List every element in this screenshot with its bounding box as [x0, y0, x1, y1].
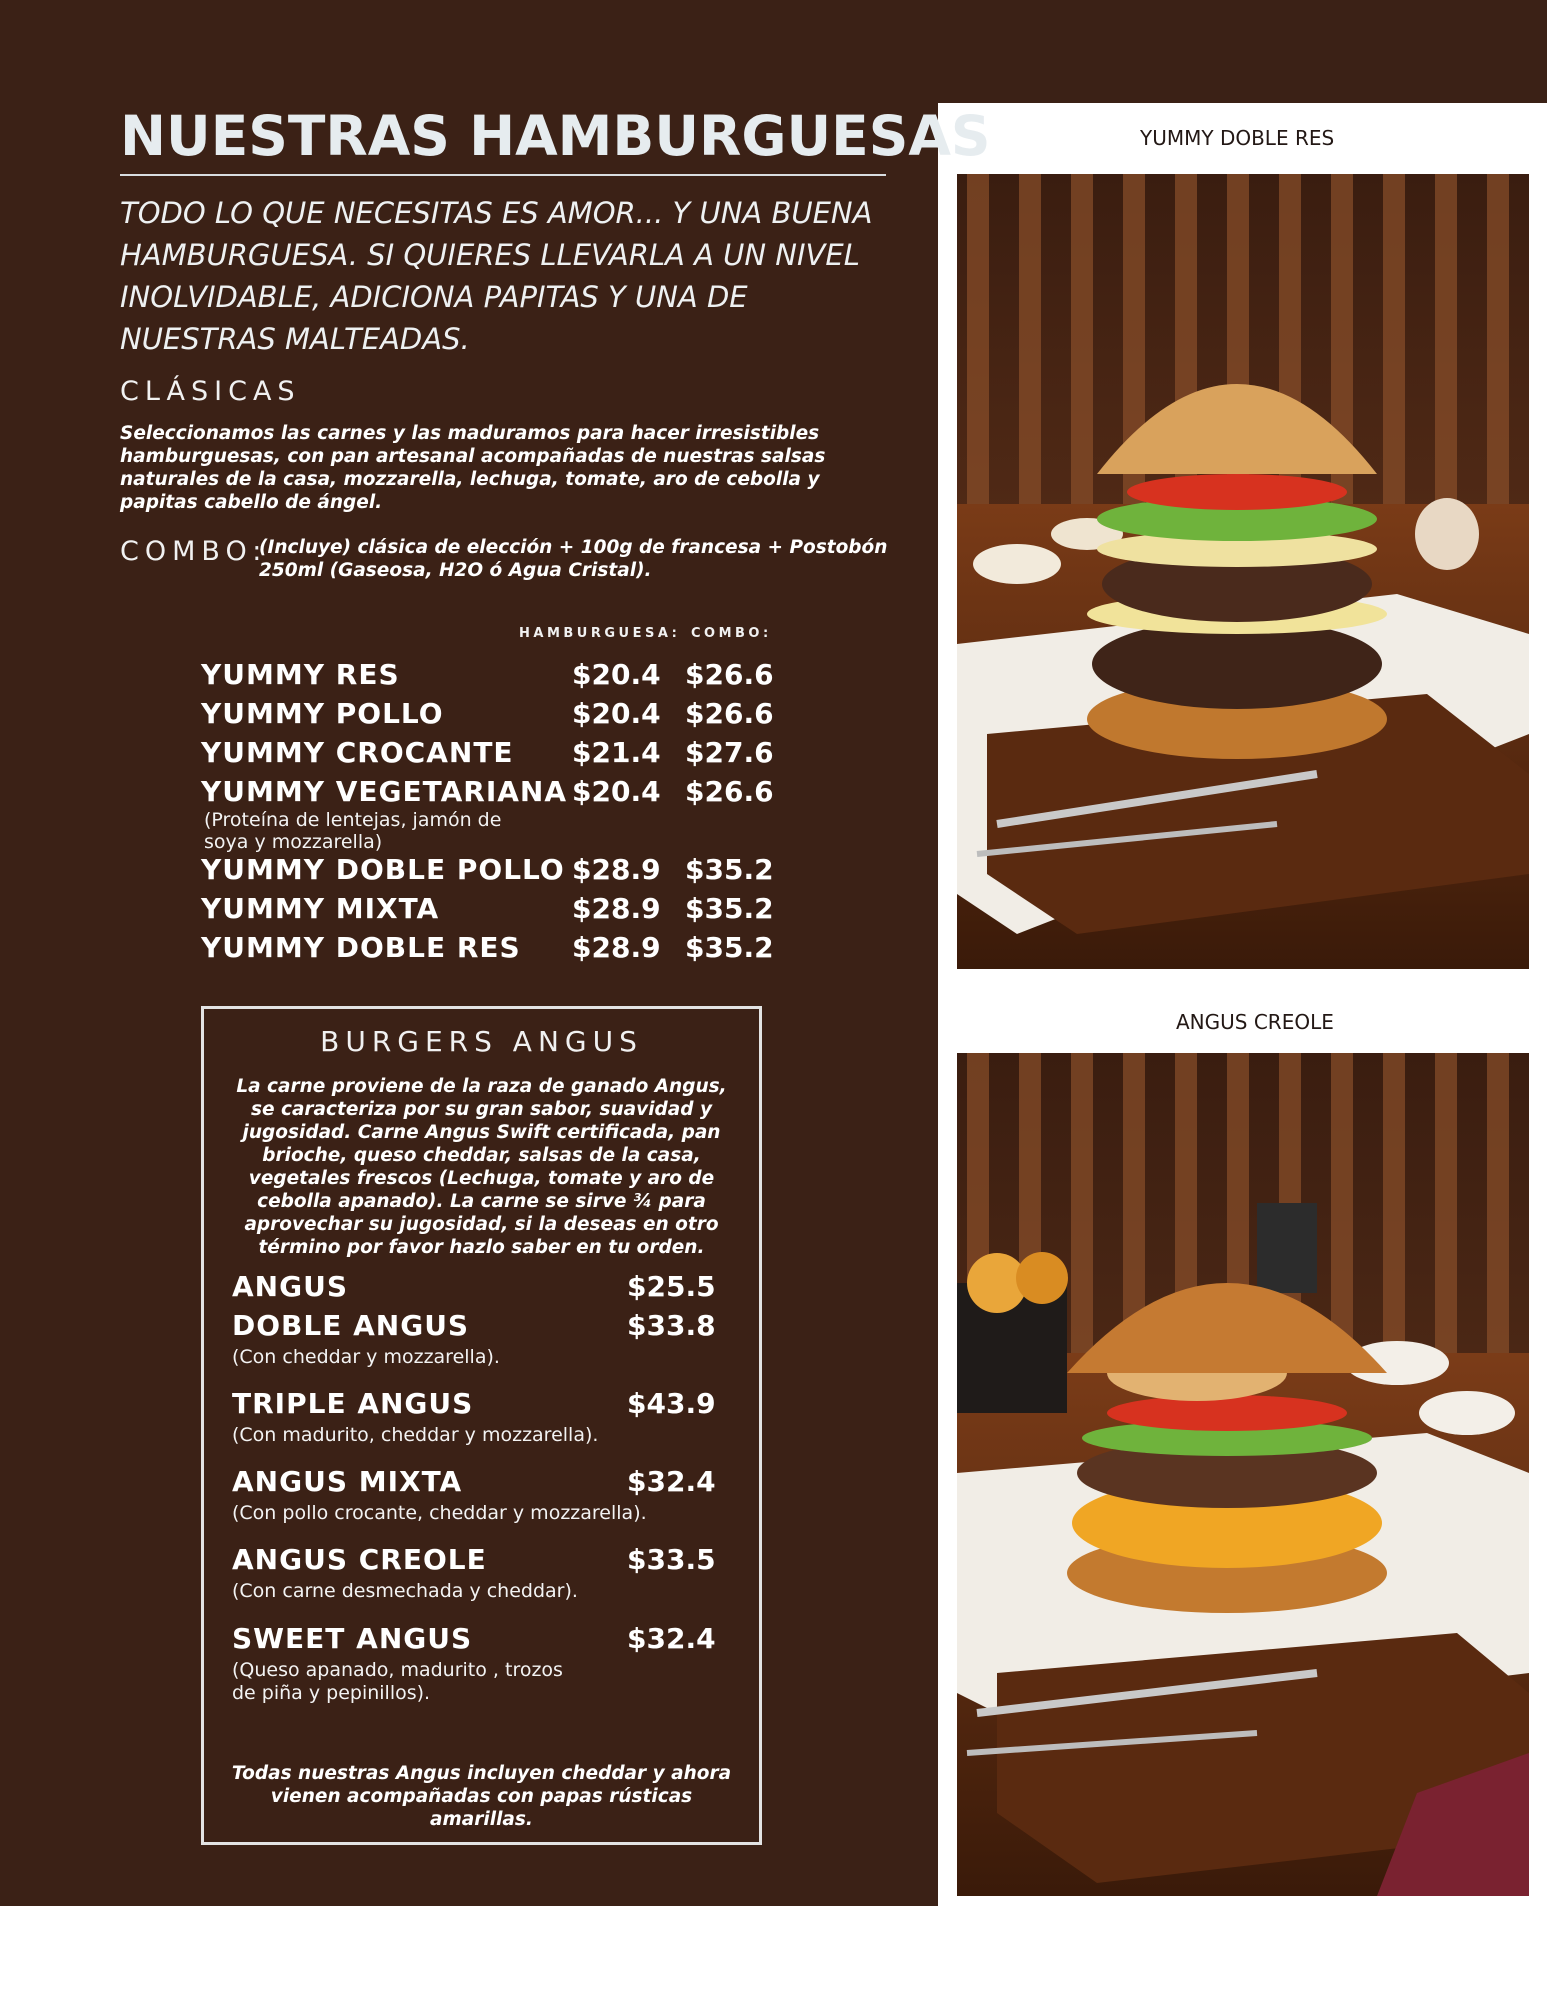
item-combo-price: $35.2	[685, 931, 774, 964]
item-price: $28.9	[572, 853, 661, 886]
menu-item	[201, 931, 801, 971]
item-name: YUMMY DOBLE POLLO	[201, 853, 565, 886]
angus-section	[201, 1006, 762, 1845]
item-note: (Con madurito, cheddar y mozzarella).	[232, 1424, 599, 1446]
menu-item	[201, 697, 801, 737]
item-combo-price: $27.6	[685, 736, 774, 769]
item-price: $28.9	[572, 892, 661, 925]
menu-item	[201, 892, 801, 932]
item-price: $33.8	[627, 1309, 716, 1342]
menu-item	[201, 658, 801, 698]
item-combo-price: $35.2	[685, 853, 774, 886]
item-name: ANGUS MIXTA	[232, 1465, 463, 1498]
item-combo-price: $26.6	[685, 775, 774, 808]
item-price: $28.9	[572, 931, 661, 964]
menu-item	[201, 775, 801, 855]
title-divider	[120, 174, 886, 176]
item-price: $33.5	[627, 1543, 716, 1576]
item-combo-price: $26.6	[685, 658, 774, 691]
item-name: YUMMY RES	[201, 658, 400, 691]
double-burger-photo	[957, 174, 1529, 969]
clasicas-heading: CLÁSICAS	[120, 376, 301, 407]
angus-description: La carne proviene de la raza de ganado Angus, se caracteriza por su gran sabor, suavidad y jugosidad. Carne Angus Swift certificada, pan brioche, queso cheddar, salsas de la casa, vegetales frescos (Lechuga, tomate y aro de cebolla apanado). La carne se sirve ¾ para aprovechar su jugosidad, si la deseas en otro término por favor hazlo saber en tu orden.	[236, 1076, 727, 1258]
menu-item	[201, 736, 801, 776]
item-price: $43.9	[627, 1387, 716, 1420]
page-title: NUESTRAS HAMBURGUESAS	[120, 104, 991, 168]
item-combo-price: $26.6	[685, 697, 774, 730]
combo-heading: COMBO:	[120, 536, 268, 567]
page-margin	[0, 1906, 1547, 2000]
item-price: $32.4	[627, 1465, 716, 1498]
item-combo-price: $35.2	[685, 892, 774, 925]
item-name: YUMMY CROCANTE	[201, 736, 514, 769]
item-note: (Proteína de lentejas, jamón de soya y mozzarella)	[204, 809, 502, 853]
angus-burger-photo	[957, 1053, 1529, 1896]
combo-description: (Incluye) clásica de elección + 100g de francesa + Postobón 250ml (Gaseosa, H2O ó Agua Cristal).	[259, 537, 888, 581]
item-note: (Con carne desmechada y cheddar).	[232, 1580, 578, 1602]
item-name: TRIPLE ANGUS	[232, 1387, 474, 1420]
clasicas-description: Seleccionamos las carnes y las maduramos para hacer irresistibles hamburguesas, con pan artesanal acompañadas de nuestras salsas naturales de la casa, mozzarella, lechuga, tomate, aro de cebolla y papitas cabello de ángel.	[120, 423, 826, 513]
item-name: YUMMY VEGETARIANA	[201, 775, 568, 808]
item-price: $20.4	[572, 658, 661, 691]
item-note: (Con pollo crocante, cheddar y mozzarella).	[232, 1502, 647, 1524]
item-name: YUMMY POLLO	[201, 697, 444, 730]
menu-item	[201, 853, 801, 893]
item-price: $20.4	[572, 775, 661, 808]
item-name: ANGUS CREOLE	[232, 1543, 487, 1576]
item-name: YUMMY DOBLE RES	[201, 931, 521, 964]
photo-caption: ANGUS CREOLE	[1176, 1010, 1334, 1034]
item-price: $21.4	[572, 736, 661, 769]
item-name: SWEET ANGUS	[232, 1622, 473, 1655]
angus-footer-note: Todas nuestras Angus incluyen cheddar y ahora vienen acompañadas con papas rústicas amarillas.	[231, 1763, 732, 1830]
item-name: DOBLE ANGUS	[232, 1309, 470, 1342]
item-note: (Queso apanado, madurito , trozos de piña y pepinillos).	[232, 1659, 563, 1704]
item-price: $25.5	[627, 1270, 716, 1303]
item-note: (Con cheddar y mozzarella).	[232, 1346, 500, 1368]
intro-text: TODO LO QUE NECESITAS ES AMOR... Y UNA BUENA HAMBURGUESA. SI QUIERES LLEVARLA A UN NIVEL INOLVIDABLE, ADICIONA PAPITAS Y UNA DE NUESTRAS MALTEADAS.	[120, 196, 873, 356]
item-name: ANGUS	[232, 1270, 348, 1303]
column-combo-header: COMBO:	[691, 626, 772, 641]
item-price: $20.4	[572, 697, 661, 730]
item-price: $32.4	[627, 1622, 716, 1655]
item-name: YUMMY MIXTA	[201, 892, 440, 925]
photo-caption: YUMMY DOBLE RES	[1140, 126, 1335, 150]
angus-heading: BURGERS ANGUS	[320, 1025, 643, 1058]
column-burger-header: HAMBURGUESA:	[519, 626, 681, 641]
